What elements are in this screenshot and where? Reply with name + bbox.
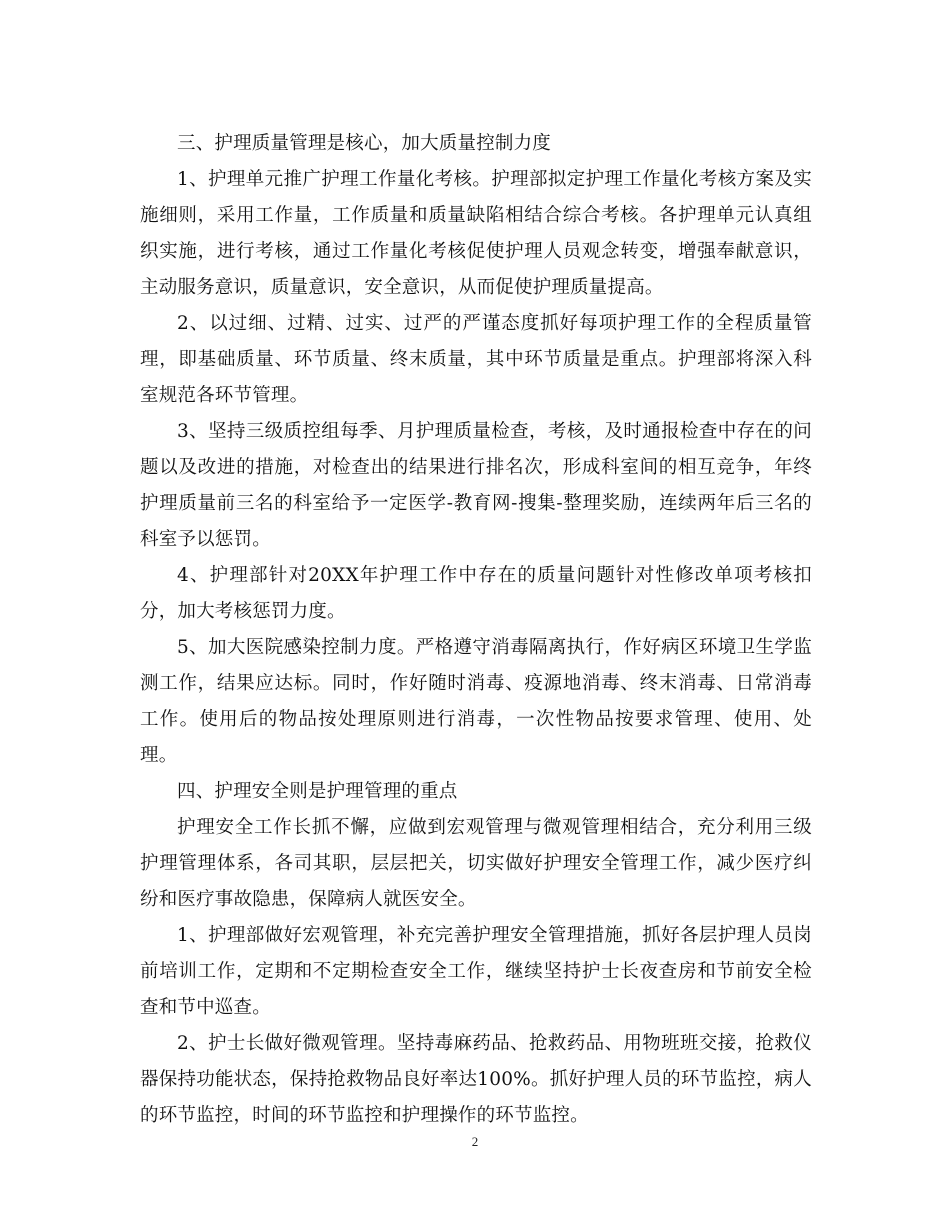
paragraph-4-2: 2、护士长做好微观管理。坚持毒麻药品、抢救药品、用物班班交接，抢救仪器保持功能状态，保持抢救物品良好率达100%。抓好护理人员的环节监控，病人的环节监控，时间的环节监控和护理操作的环节监控。 [140,1033,812,1126]
paragraph-3-5: 5、加大医院感染控制力度。严格遵守消毒隔离执行，作好病区环境卫生学监测工作，结果应达标。同时，作好随时消毒、疫源地消毒、终末消毒、日常消毒工作。使用后的物品按处理原则进行消毒，一次性物品按要求管理、使用、处理。 [140,637,812,766]
paragraph-3-1: 1、护理单元推广护理工作量化考核。护理部拟定护理工作量化考核方案及实施细则，采用工作量，工作质量和质量缺陷相结合综合考核。各护理单元认真组织实施，进行考核，通过工作量化考核促使护理人员观念转变，增强奉献意识，主动服务意识，质量意识，安全意识，从而促使护理质量提高。 [140,169,812,298]
paragraph-3-2: 2、以过细、过精、过实、过严的严谨态度抓好每项护理工作的全程质量管理，即基础质量、环节质量、终末质量，其中环节质量是重点。护理部将深入科室规范各环节管理。 [140,313,812,406]
paragraph-3-3: 3、坚持三级质控组每季、月护理质量检查，考核，及时通报检查中存在的问题以及改进的措施，对检查出的结果进行排名次，形成科室间的相互竞争，年终护理质量前三名的科室给予一定医学-教育网-搜集-整理奖励，连续两年后三名的科室予以惩罚。 [140,421,812,550]
document-body [140,126,812,1134]
section-heading-4: 四、护理安全则是护理管理的重点 [177,781,458,802]
page-number: 2 [471,1134,479,1149]
paragraph-4-1: 1、护理部做好宏观管理，补充完善护理安全管理措施，抓好各层护理人员岗前培训工作，定期和不定期检查安全工作，继续坚持护士长夜查房和节前安全检查和节中巡查。 [140,925,812,1018]
paragraph-3-4: 4、护理部针对20XX年护理工作中存在的质量问题针对性修改单项考核扣分，加大考核惩罚力度。 [140,565,812,622]
paragraph-4-intro: 护理安全工作长抓不懈，应做到宏观管理与微观管理相结合，充分利用三级护理管理体系，各司其职，层层把关，切实做好护理安全管理工作，减少医疗纠纷和医疗事故隐患，保障病人就医安全。 [140,817,812,910]
section-heading-3: 三、护理质量管理是核心，加大质量控制力度 [177,133,552,154]
